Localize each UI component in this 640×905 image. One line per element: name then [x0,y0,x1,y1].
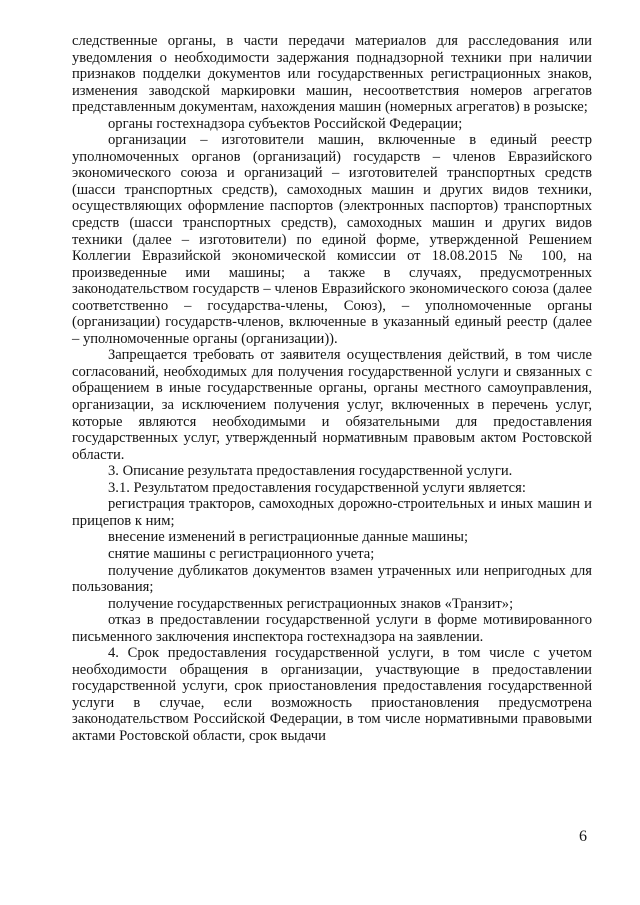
list-item: регистрация тракторов, самоходных дорожно-строительных и иных машин и прицепов к ним; [72,496,592,529]
paragraph: следственные органы, в части передачи материалов для расследования или уведомления о необходимости задержания поднадзорной техники при наличии признаков подделки документов или государственных регистрационных знаков, изменения заводской маркировки машин, несоответствия номеров агрегатов представленным документам, нахождения машин (номерных агрегатов) в розыске; [72,33,592,116]
list-item: снятие машины с регистрационного учета; [108,545,375,562]
list-item: получение государственных регистрационных знаков «Транзит»; [108,595,514,612]
list-item: получение дубликатов документов взамен утраченных или непригодных для пользования; [72,562,592,596]
document-body [72,33,592,745]
list-item: внесение изменений в регистрационные данные машины; [108,529,469,546]
paragraph: организации – изготовители машин, включенные в единый реестр уполномоченных органов (организаций) государств – членов Евразийского экономического союза и организаций – изготовителей транспортных средств (шасси транспортных средств), самоходных машин и других видов техники, осуществляющих оформление паспортов (электронных паспортов) транспортных средств (шасси транспортных средств), самоходных машин и других видов техники (далее – изготовители) по единой форме, утвержденной Решением Коллегии Евразийской экономической комиссии от 18.08.2015 № 100, на произведенные ими машины; а также в случаях, предусмотренных законодательством государств – членов Евразийского экономического союза (далее соответственно – государства-члены, Союз), – уполномоченные органы (организации) государств-членов, включенные в указанный единый реестр (далее – уполномоченные органы (организации)). [72,132,592,347]
list-item: отказ в предоставлении государственной услуги в форме мотивированного письменного заключения инспектора гостехнадзора на заявлении. [72,612,592,645]
paragraph: Запрещается требовать от заявителя осуществления действий, в том числе согласований, необходимых для получения государственной услуги и связанных с обращением в иные государственные органы, органы местного самоуправления, организации, за исключением получения услуг, включенных в перечень услуг, которые являются необходимыми и обязательными для предоставления государственных услуг, утвержденный нормативным правовым актом Ростовской области. [72,347,592,463]
paragraph: органы гостехнадзора субъектов Российской Федерации; [108,115,463,132]
paragraph: 3.1. Результатом предоставления государственной услуги является: [108,479,526,496]
section-heading: 3. Описание результата предоставления государственной услуги. [108,463,513,480]
paragraph: 4. Срок предоставления государственной услуги, в том числе с учетом необходимости обращения в организации, участвующие в предоставлении государственной услуги, срок приостановления предоставления государственной услуги в случае, если возможность приостановления предусмотрена законодательством Российской Федерации, в том числе нормативными правовыми актами Ростовской области, срок выдачи [72,645,592,744]
page-number: 6 [579,828,587,845]
